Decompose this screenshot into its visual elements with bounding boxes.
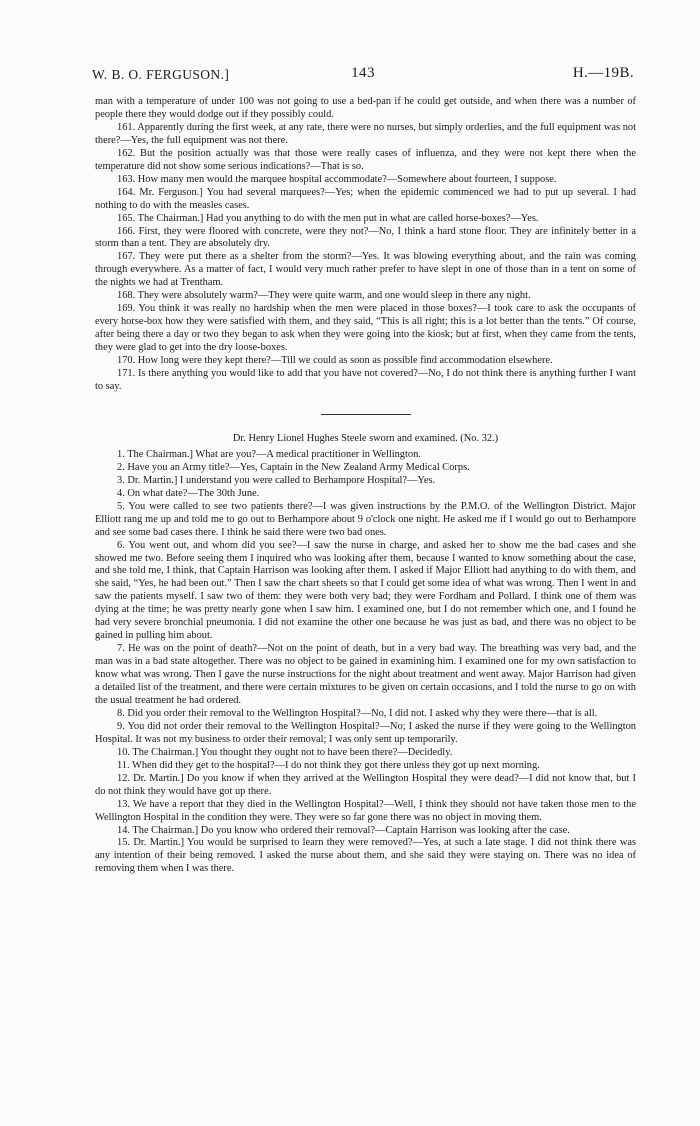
paragraph: 166. First, they were floored with concrete, were they not?—No, I think a hard stone floor. They are infinitely better in a storm than a tent. They are absolutely dry. bbox=[95, 225, 636, 250]
paragraph: 11. When did they get to the hospital?—I do not think they got there unless they got up next morning. bbox=[117, 759, 540, 771]
paragraph: 168. They were absolutely warm?—They were quite warm, and one would sleep in there any night. bbox=[117, 290, 531, 302]
paragraph: 167. They were put there as a shelter from the storm?—Yes. It was blowing everything about, and the rain was coming through everywhere. As a matter of fact, I would very much rather prefer to have slept in one of those than in a tent on some of the nights we had at Trentham. bbox=[95, 251, 636, 289]
paragraph: 6. You went out, and whom did you see?—I saw the nurse in charge, and asked her to show me the bad cases and she showed me two. Before seeing them I inquired who was looking after them, because I wanted to know something about the case, and she told me, I think, that Captain Harrison was looking after them. I asked if Major Elliott had anything to do with them, and she said, “Yes, he had been out.” Then I saw the chart sheets so that I could get some idea of what was wrong. Then I went in and saw the patients myself. I saw two of them: they were both very bad; they were Fordham and Pollard. I think one of them was dying at the time; he was pretty nearly gone when I saw him. I examined one, but I do not remember which one, and I found he had very severe bronchial pneumonia. I did not examine the other one because he was just as bad, and there was no object to be gained in pulling him about. bbox=[95, 539, 636, 642]
paragraph: 170. How long were they kept there?—Till we could as soon as possible find accommodation elsewhere. bbox=[117, 355, 553, 367]
witness-heading: Dr. Henry Lionel Hughes Steele sworn and examined. (No. 32.) bbox=[232, 432, 499, 444]
paragraph: 14. The Chairman.] Do you know who ordered their removal?—Captain Harrison was looking after the case. bbox=[117, 824, 570, 836]
document-reference: H.—19B. bbox=[572, 65, 634, 81]
page-number: 143 bbox=[351, 65, 375, 81]
paragraph: 164. Mr. Ferguson.] You had several marquees?—Yes; when the epidemic commenced we had to put up several. I had nothing to do with the measles cases. bbox=[95, 186, 636, 211]
page-header bbox=[92, 67, 634, 87]
paragraph: 15. Dr. Martin.] You would be surprised to learn they were removed?—Yes, at such a late stage. I did not think there was any intention of their being removed. I asked the nurse about them, and she said they were staying on. There was no idea of removing them when I was there. bbox=[95, 837, 636, 875]
paragraph: 9. You did not order their removal to the Wellington Hospital?—No; I asked the nurse if they were going to the Wellington Hospital. It was not my business to order their removal; I was only sent up temporarily. bbox=[95, 720, 636, 745]
paragraph: 5. You were called to see two patients there?—I was given instructions by the P.M.O. of the Wellington District. Major Elliott rang me up and told me to go out to Berhampore about 9 o'clock one night. He asked me if I would go out to Berhampore and see some bad cases there. I think he said there were two bad ones. bbox=[95, 500, 636, 538]
paragraph: 169. You think it was really no hardship when the men were placed in those boxes?—I took care to ask the occupants of every horse-box how they were satisfied with them, and they said, “This is all right; this is a lot better than the tents.” Of course, after being there a day or two they began to ask when they were going into the kiosk; but at first, when they came from the tents, they were glad to get into the dry loose-boxes. bbox=[95, 303, 636, 354]
paragraph: 3. Dr. Martin.] I understand you were called to Berhampore Hospital?—Yes. bbox=[117, 474, 436, 486]
paragraph: 13. We have a report that they died in the Wellington Hospital?—Well, I think they should not have taken those men to the Wellington Hospital in the condition they were. They were so far gone there was no object in moving them. bbox=[95, 798, 636, 823]
paragraph: 10. The Chairman.] You thought they ought not to have been there?—Decidedly. bbox=[117, 746, 453, 758]
paragraph: man with a temperature of under 100 was not going to use a bed-pan if he could get outside, and when there was a number of people there they would dodge out if they possibly could. bbox=[95, 96, 636, 120]
paragraph: 8. Did you order their removal to the Wellington Hospital?—No, I did not. I asked why they were there—that is all. bbox=[117, 707, 598, 719]
page-body bbox=[95, 96, 636, 876]
section-divider bbox=[321, 414, 411, 415]
paragraph: 161. Apparently during the first week, at any rate, there were no nurses, but simply orderlies, and the full equipment was not there?—Yes, the full equipment was not there. bbox=[95, 121, 636, 146]
paragraph: 171. Is there anything you would like to add that you have not covered?—No, I do not think there is anything further I want to say. bbox=[95, 368, 636, 392]
paragraph: 163. How many men would the marquee hospital accommodate?—Somewhere about fourteen, I suppose. bbox=[117, 173, 557, 185]
paragraph: 2. Have you an Army title?—Yes, Captain in the New Zealand Army Medical Corps. bbox=[117, 461, 470, 473]
paragraph: 165. The Chairman.] Had you anything to do with the men put in what are called horse-boxes?—Yes. bbox=[117, 212, 539, 224]
paragraph: 162. But the position actually was that those were really cases of influenza, and they were not kept there when the temperature did not show some serious indications?—That is so. bbox=[95, 147, 636, 172]
paragraph: 12. Dr. Martin.] Do you know if when they arrived at the Wellington Hospital they were dead?—I did not know that, but I do not think they would have got up there. bbox=[95, 772, 636, 797]
header-witness-name: W. B. O. FERGUSON.] bbox=[92, 67, 230, 82]
paragraph: 1. The Chairman.] What are you?—A medical practitioner in Wellington. bbox=[117, 448, 421, 460]
paragraph: 4. On what date?—The 30th June. bbox=[117, 487, 260, 499]
paragraph: 7. He was on the point of death?—Not on the point of death, but in a very bad way. The breathing was very bad, and the man was in a bad state altogether. There was no object to be gained in examining him. I examined one for my own satisfaction to know what was wrong. Then I gave the nurse instructions for the night about treatment and went away. Major Harrison had given a detailed list of the treatment, and there were certain mixtures to be given on certain occasions, and I told the nurse to go on with the usual treatment he had ordered. bbox=[95, 643, 636, 706]
